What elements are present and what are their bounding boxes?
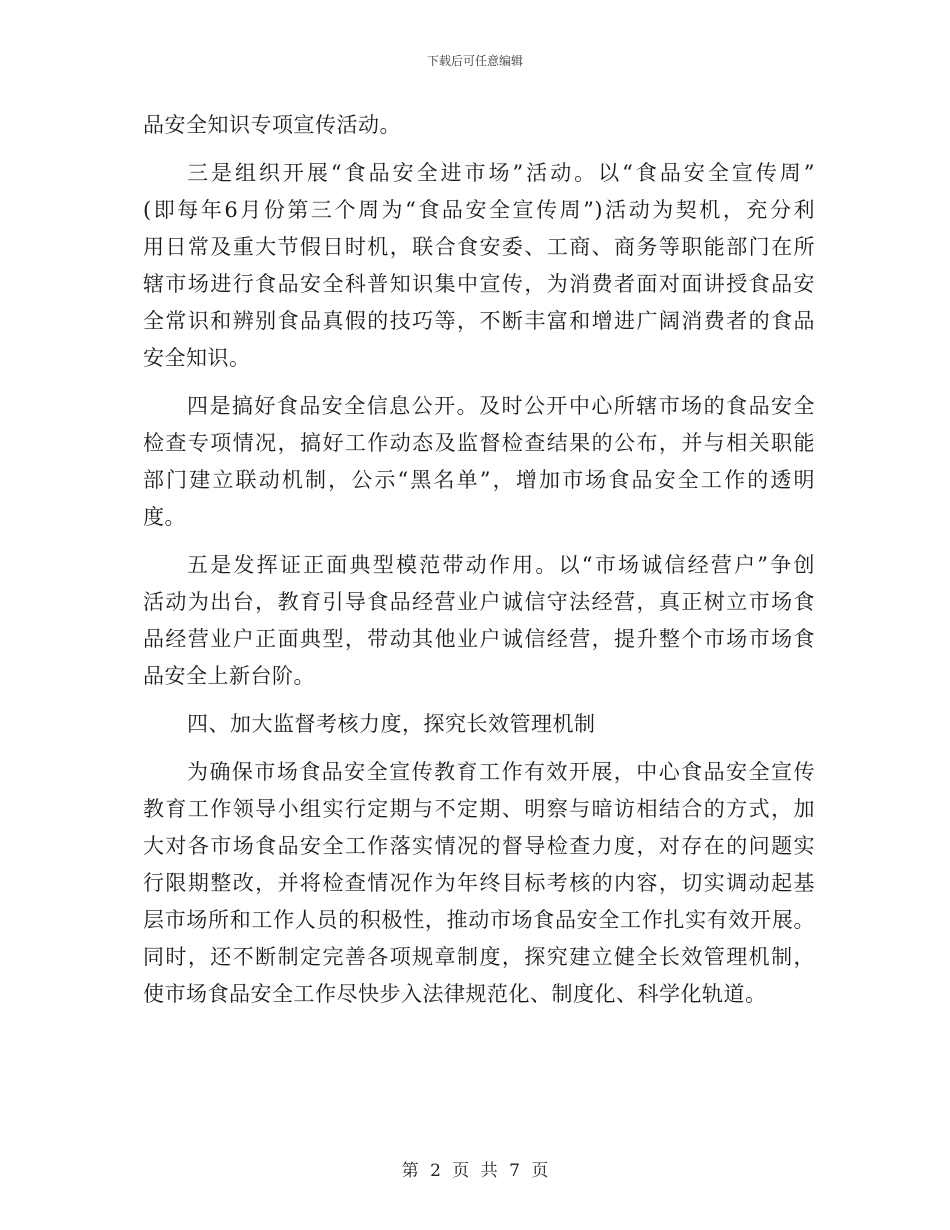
- text-line: 检查专项情况，搞好工作动态及监督检查结果的公布，并与相关职能: [143, 431, 815, 455]
- text-line: 五是发挥证正面典型模范带动作用。以“市场诚信经营户”争创: [187, 553, 815, 577]
- text-line: 三是组织开展“食品安全进市场”活动。以“食品安全宣传周”: [187, 161, 815, 185]
- text-line: 度。: [143, 505, 186, 529]
- paragraph-continuation: [143, 107, 815, 144]
- text-line: 全常识和辨别食品真假的技巧等，不断丰富和增进广阔消费者的食品: [143, 309, 815, 333]
- text-line: 教育工作领导小组实行定期与不定期、明察与暗访相结合的方式，加: [143, 797, 815, 821]
- section-heading: [143, 706, 815, 743]
- text-line: 品经营业户正面典型，带动其他业户诚信经营，提升整个市场市场食: [143, 627, 815, 651]
- text-line: 四、加大监督考核力度，探究长效管理机制: [187, 712, 596, 736]
- paragraph-market-activity: [143, 155, 815, 377]
- text-line: 安全知识。: [143, 346, 251, 370]
- text-line: 行限期整改，并将检查情况作为年终目标考核的内容，切实调动起基: [143, 871, 815, 895]
- document-body: [143, 107, 815, 1013]
- text-line: (即每年6月份第三个周为“食品安全宣传周”)活动为契机，充分利: [143, 198, 815, 222]
- text-line: 辖市场进行食品安全科普知识集中宣传，为消费者面对面讲授食品安: [143, 272, 815, 296]
- text-line: 品安全知识专项宣传活动。: [143, 113, 401, 137]
- paragraph-supervision: [143, 754, 815, 1013]
- text-line: 活动为出台，教育引导食品经营业户诚信守法经营，真正树立市场食: [143, 590, 815, 614]
- text-line: 部门建立联动机制，公示“黑名单”，增加市场食品安全工作的透明: [143, 468, 815, 492]
- text-line: 层市场所和工作人员的积极性，推动市场食品安全工作扎实有效开展。: [143, 908, 815, 932]
- paragraph-role-models: [143, 547, 815, 695]
- text-line: 使市场食品安全工作尽快步入法律规范化、制度化、科学化轨道。: [143, 982, 767, 1006]
- page-number: 第 2 页 共 7 页: [401, 1161, 549, 1181]
- text-line: 同时，还不断制定完善各项规章制度，探究建立健全长效管理机制，: [143, 945, 815, 969]
- text-line: 用日常及重大节假日时机，联合食安委、工商、商务等职能部门在所: [143, 235, 815, 259]
- text-line: 大对各市场食品安全工作落实情况的督导检查力度，对存在的问题实: [143, 834, 815, 858]
- text-line: 四是搞好食品安全信息公开。及时公开中心所辖市场的食品安全: [187, 394, 815, 418]
- page-header: 下载后可任意编辑: [426, 54, 523, 68]
- paragraph-info-disclosure: [143, 388, 815, 536]
- text-line: 为确保市场食品安全宣传教育工作有效开展，中心食品安全宣传: [187, 760, 815, 784]
- text-line: 品安全上新台阶。: [143, 664, 315, 688]
